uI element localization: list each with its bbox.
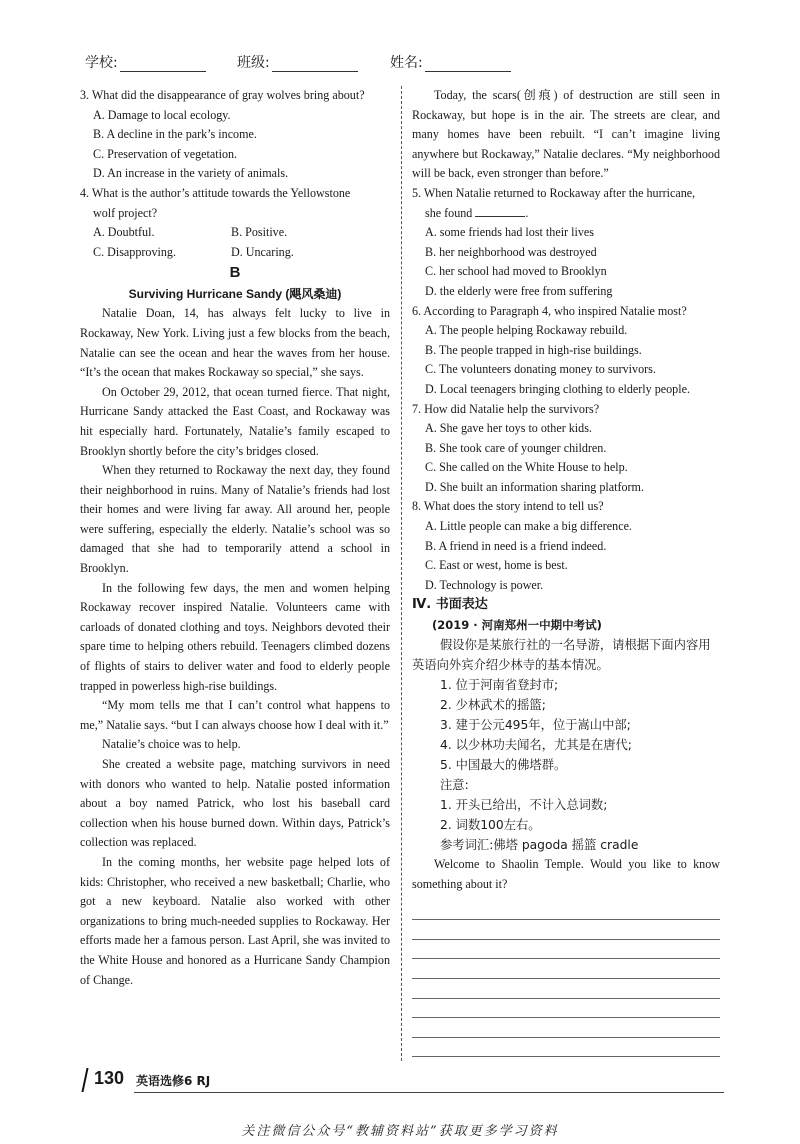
name-label: 姓名: (390, 55, 423, 71)
note-label: 注意: (440, 778, 469, 793)
footer-rule (134, 1092, 724, 1093)
paragraph-4: In the following few days, the men and women helping Rockaway recover inspired Natalie. Volunteers came with carloads of donated clothing and toys. Neighbors devoted their spare time to helping others rebuild. Teenagers climbed dozens of flights of stairs to deliver water and food to elderly people trapped in powerless high-rise buildings. (80, 580, 390, 693)
q7-option-d[interactable]: D. She built an information sharing platform. (425, 479, 644, 494)
q8-option-b[interactable]: B. A friend in need is a friend indeed. (425, 538, 607, 553)
q3-option-b[interactable]: B. A decline in the park’s income. (93, 127, 257, 142)
answer-line[interactable] (412, 999, 720, 1019)
school-blank[interactable] (120, 57, 206, 72)
writing-prompt: 假设你是某旅行社的一名导游，请根据下面内容用英语向外宾介绍少林寺的基本情况。 (412, 638, 711, 673)
q5-stem-end: . (525, 205, 529, 220)
question-5-line2 (412, 204, 720, 224)
paragraph-3: When they returned to Rockaway the next day, they found their neighborhood in ruins. Many of Natalie’s friends had lost their homes and were living far away. All around her, people were suffering, especially the elderly. Natalie’s school was so damaged that she had to temporarily attend a school in Brooklyn. (80, 463, 390, 576)
point-5: 5. 中国最大的佛塔群。 (440, 758, 567, 773)
q4-option-b[interactable]: B. Positive. (231, 225, 288, 240)
point-2: 2. 少林武术的摇篮; (440, 698, 546, 713)
point-4: 4. 以少林功夫闻名，尤其是在唐代; (440, 738, 632, 753)
q5-option-d[interactable]: D. the elderly were free from suffering (425, 283, 613, 298)
name-blank[interactable] (425, 57, 511, 72)
q5-answer-blank[interactable] (475, 205, 525, 217)
passage-title: Surviving Hurricane Sandy (飓风桑迪) (128, 287, 342, 302)
writing-area[interactable] (412, 901, 720, 1058)
note-2: 2. 词数100左右。 (440, 818, 541, 833)
writing-section-heading: Ⅳ. 书面表达 (412, 597, 488, 613)
column-divider (401, 86, 402, 1061)
vocab-hint: 参考词汇:佛塔 pagoda 摇篮 cradle (440, 838, 639, 853)
answer-line[interactable] (412, 901, 720, 921)
q4-options-row2 (80, 243, 390, 263)
answer-line[interactable] (412, 959, 720, 979)
paragraph-5: “My mom tells me that I can’t control what happens to me,” Natalie says. “but I can always choose how I deal with it.” (80, 698, 390, 732)
q5-option-b[interactable]: B. her neighborhood was destroyed (425, 244, 597, 259)
writing-opening (412, 855, 720, 894)
passage-body (80, 304, 390, 990)
point-3: 3. 建于公元495年，位于嵩山中部; (440, 718, 631, 733)
q7-option-c[interactable]: C. She called on the White House to help. (425, 460, 628, 475)
q3-option-a[interactable]: A. Damage to local ecology. (93, 107, 231, 122)
answer-line[interactable] (412, 979, 720, 999)
paragraph-8: In the coming months, her website page helped lots of kids: Christopher, who received a new basketball; Charlie, who got a new keyboard. Natalie also worked with other organizations to bring much-needed supplies to Rockaway. Her efforts made her a famous person. Last April, she was invited to the White House and honored as a Hurricane Sandy Champion of Change. (80, 854, 390, 987)
answer-line[interactable] (412, 1038, 720, 1058)
question-8: 8. What does the story intend to tell us? (412, 499, 604, 514)
question-5-line1: 5. When Natalie returned to Rockaway after the hurricane, (412, 185, 696, 200)
paragraph-2: On October 29, 2012, that ocean turned fierce. That night, Hurricane Sandy attacked the East Coast, and Rockaway was hit especially hard. Fortunately, Natalie’s family escaped to Brooklyn shortly before the city’s bridges closed. (80, 384, 390, 458)
q6-option-b[interactable]: B. The people trapped in high-rise buildings. (425, 342, 642, 357)
q4-options-row1 (80, 223, 390, 243)
question-3: 3. What did the disappearance of gray wolves bring about? (80, 88, 365, 102)
answer-line[interactable] (412, 920, 720, 940)
paragraph-9: Today, the scars(创痕) of destruction are still seen in Rockaway, but hope is in the air. The streets are clear, and many homes have been rebuilt. “I can’t imagine living anywhere but Rockaway,” Natalie declares. “My neighborhood will be back, even stronger than before.” (412, 88, 720, 181)
q5-option-a[interactable]: A. some friends had lost their lives (425, 225, 594, 240)
writing-source: (2019 · 河南郑州一中期中考试) (432, 618, 602, 633)
question-7: 7. How did Natalie help the survivors? (412, 401, 600, 416)
page-number: 130 (94, 1068, 125, 1088)
q3-option-d[interactable]: D. An increase in the variety of animals. (93, 166, 289, 181)
question-4-line1: 4. What is the author’s attitude towards the Yellowstone (80, 185, 351, 200)
opening-sentence: Welcome to Shaolin Temple. Would you like to know something about it? (412, 857, 720, 892)
footer-slash (81, 1068, 88, 1092)
watermark-text: 关注微信公众号“教辅资料站”获取更多学习资料 (241, 1124, 559, 1139)
q5-option-c[interactable]: C. her school had moved to Brooklyn (425, 264, 607, 279)
paragraph-6: Natalie’s choice was to help. (102, 737, 241, 752)
note-1: 1. 开头已给出，不计入总词数; (440, 798, 608, 813)
school-field (85, 52, 206, 72)
q6-option-d[interactable]: D. Local teenagers bringing clothing to elderly people. (425, 381, 690, 396)
name-field (390, 52, 511, 72)
q5-stem-text: she found (425, 205, 473, 220)
question-4-line2: wolf project? (93, 205, 158, 220)
q4-option-d[interactable]: D. Uncaring. (231, 244, 294, 259)
class-blank[interactable] (272, 57, 358, 72)
answer-line[interactable] (412, 1018, 720, 1038)
q3-option-c[interactable]: C. Preservation of vegetation. (93, 146, 238, 161)
q8-option-a[interactable]: A. Little people can make a big difference. (425, 519, 632, 534)
paragraph-1: Natalie Doan, 14, has always felt lucky to live in Rockaway, New York. Living just a few blocks from the beach, Natalie can see the ocean and hear the waves from her house. “It’s the ocean that makes Rockaway so special,” she says. (80, 306, 390, 380)
paragraph-7: She created a website page, matching survivors in need with donors who wanted to help. Natalie posted information about a boy named Patrick, who lost his baseball card collection when his house burned down. Within days, Patrick’s collection was replaced. (80, 757, 390, 850)
question-6: 6. According to Paragraph 4, who inspired Natalie most? (412, 303, 687, 318)
right-column (412, 86, 720, 1057)
q4-option-c[interactable]: C. Disapproving. (93, 244, 176, 259)
point-1: 1. 位于河南省登封市; (440, 678, 559, 693)
class-label: 班级: (237, 55, 270, 71)
answer-line[interactable] (412, 940, 720, 960)
q8-option-d[interactable]: D. Technology is power. (425, 577, 544, 592)
q6-option-a[interactable]: A. The people helping Rockaway rebuild. (425, 323, 628, 338)
q4-option-a[interactable]: A. Doubtful. (93, 225, 155, 240)
q8-option-c[interactable]: C. East or west, home is best. (425, 558, 568, 573)
page-footer (84, 1068, 724, 1098)
school-label: 学校: (85, 55, 118, 71)
left-column (80, 86, 390, 990)
class-field (237, 52, 358, 72)
passage-continued (412, 86, 720, 184)
q7-option-b[interactable]: B. She took care of younger children. (425, 440, 607, 455)
q7-option-a[interactable]: A. She gave her toys to other kids. (425, 421, 592, 436)
q6-option-c[interactable]: C. The volunteers donating money to survivors. (425, 362, 656, 377)
book-title: 英语选修6 RJ (136, 1074, 211, 1088)
section-b-heading: B (229, 264, 241, 282)
